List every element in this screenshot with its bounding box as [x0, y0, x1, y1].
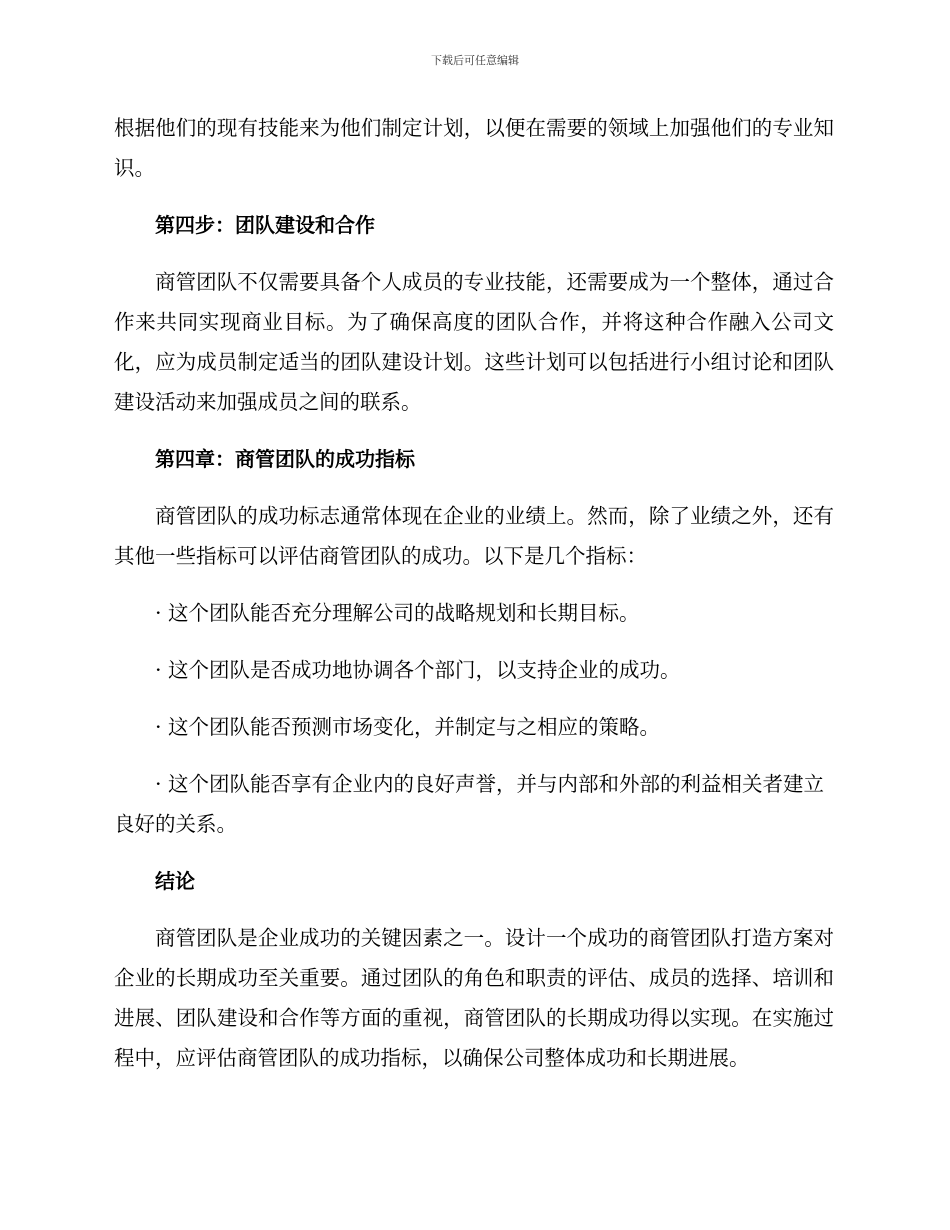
- document-body: [114, 108, 834, 1095]
- conclusion-heading: 结论: [155, 869, 195, 893]
- indicator-item: · 这个团队能否预测市场变化，并制定与之相应的策略。: [155, 715, 661, 739]
- conclusion-paragraph: 商管团队是企业成功的关键因素之一。设计一个成功的商管团队打造方案对企业的长期成功至关重要。通过团队的角色和职责的评估、成员的选择、培训和进展、团队建设和合作等方面的重视，商管团队的长期成功得以实现。在实施过程中，应评估商管团队的成功指标，以确保公司整体成功和长期进展。: [114, 926, 834, 1070]
- chapter4-heading: 第四章：商管团队的成功指标: [155, 447, 415, 471]
- step4-heading: 第四步：团队建设和合作: [155, 213, 375, 237]
- indicator-item: · 这个团队能否充分理解公司的战略规划和长期目标。: [155, 601, 640, 625]
- indicator-item: · 这个团队能否享有企业内的良好声誉，并与内部和外部的利益相关者建立良好的关系。: [114, 772, 825, 836]
- page-header: 下载后可任意编辑: [431, 54, 519, 67]
- intro-continuation-paragraph: 根据他们的现有技能来为他们制定计划，以便在需要的领域上加强他们的专业知识。: [114, 116, 834, 180]
- step4-paragraph: 商管团队不仅需要具备个人成员的专业技能，还需要成为一个整体，通过合作来共同实现商业目标。为了确保高度的团队合作，并将这种合作融入公司文化，应为成员制定适当的团队建设计划。这些计划可以包括进行小组讨论和团队建设活动来加强成员之间的联系。: [114, 270, 834, 414]
- indicator-item: · 这个团队是否成功地协调各个部门，以支持企业的成功。: [155, 658, 681, 682]
- chapter4-paragraph: 商管团队的成功标志通常体现在企业的业绩上。然而，除了业绩之外，还有其他一些指标可以评估商管团队的成功。以下是几个指标：: [114, 504, 834, 568]
